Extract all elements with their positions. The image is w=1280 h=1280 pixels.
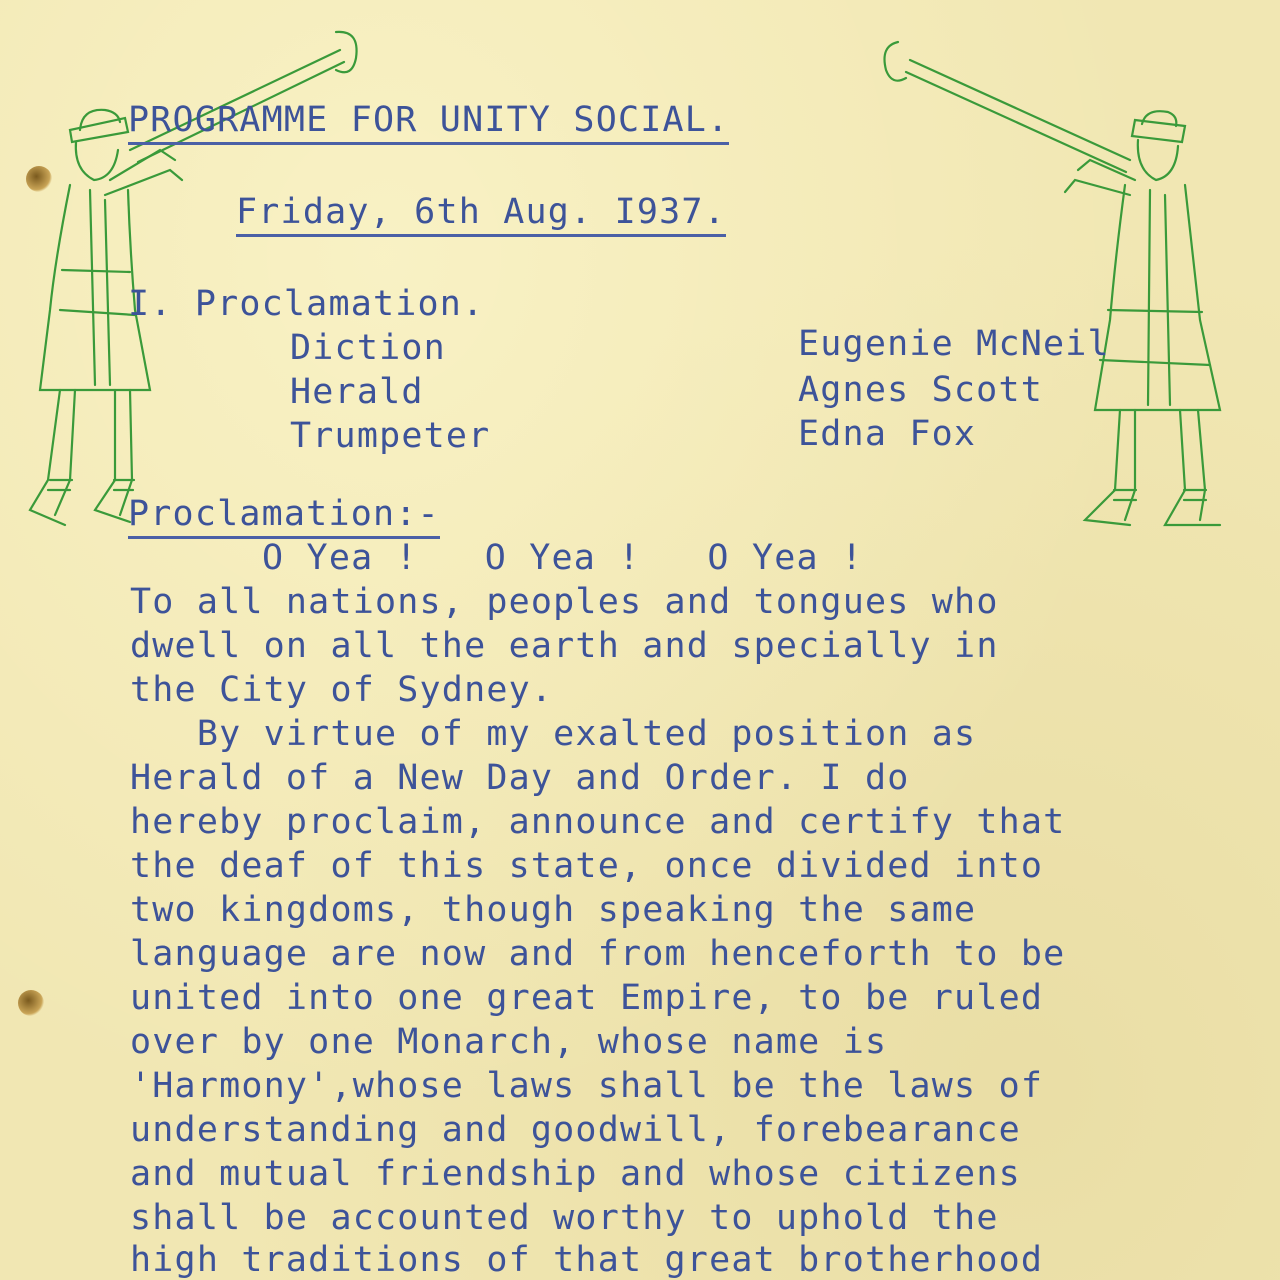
trumpeter-left-figure xyxy=(10,10,370,540)
trumpeter-right-figure xyxy=(880,20,1260,540)
role-trumpeter: Trumpeter xyxy=(290,416,491,456)
proclamation-line: the deaf of this state, once divided into xyxy=(130,846,1044,886)
proclamation-line: 'Harmony',whose laws shall be the laws of xyxy=(130,1066,1044,1106)
person-trumpeter: Edna Fox xyxy=(798,414,977,454)
person-herald: Agnes Scott xyxy=(798,370,1043,410)
programme-title: PROGRAMME FOR UNITY SOCIAL. xyxy=(128,100,729,145)
proclamation-line: Herald of a New Day and Order. I do xyxy=(130,758,910,798)
section-title: I. Proclamation. xyxy=(128,284,485,324)
proclamation-label: Proclamation:- xyxy=(128,494,440,539)
proclamation-line: understanding and goodwill, forebearance xyxy=(130,1110,1021,1150)
proclamation-line: and mutual friendship and whose citizens xyxy=(130,1154,1021,1194)
proclamation-line: shall be accounted worthy to uphold the xyxy=(130,1198,999,1238)
role-herald: Herald xyxy=(290,372,424,412)
proclamation-line: hereby proclaim, announce and certify that xyxy=(130,802,1066,842)
proclamation-line: To all nations, peoples and tongues who xyxy=(130,582,999,622)
proclamation-line: over by one Monarch, whose name is xyxy=(130,1022,888,1062)
event-date: Friday, 6th Aug. I937. xyxy=(236,192,726,237)
proclamation-call: O Yea ! O Yea ! O Yea ! xyxy=(262,538,864,578)
proclamation-line: high traditions of that great brotherhood xyxy=(130,1240,1044,1280)
person-diction: Eugenie McNeil xyxy=(798,324,1110,364)
role-diction: Diction xyxy=(290,328,446,368)
proclamation-line: two kingdoms, though speaking the same xyxy=(130,890,977,930)
proclamation-line: the City of Sydney. xyxy=(130,670,554,710)
proclamation-line: language are now and from henceforth to be xyxy=(130,934,1066,974)
punch-hole-bottom xyxy=(18,990,44,1016)
proclamation-line: dwell on all the earth and specially in xyxy=(130,626,999,666)
proclamation-line: united into one great Empire, to be ruled xyxy=(130,978,1044,1018)
proclamation-line: By virtue of my exalted position as xyxy=(130,714,977,754)
